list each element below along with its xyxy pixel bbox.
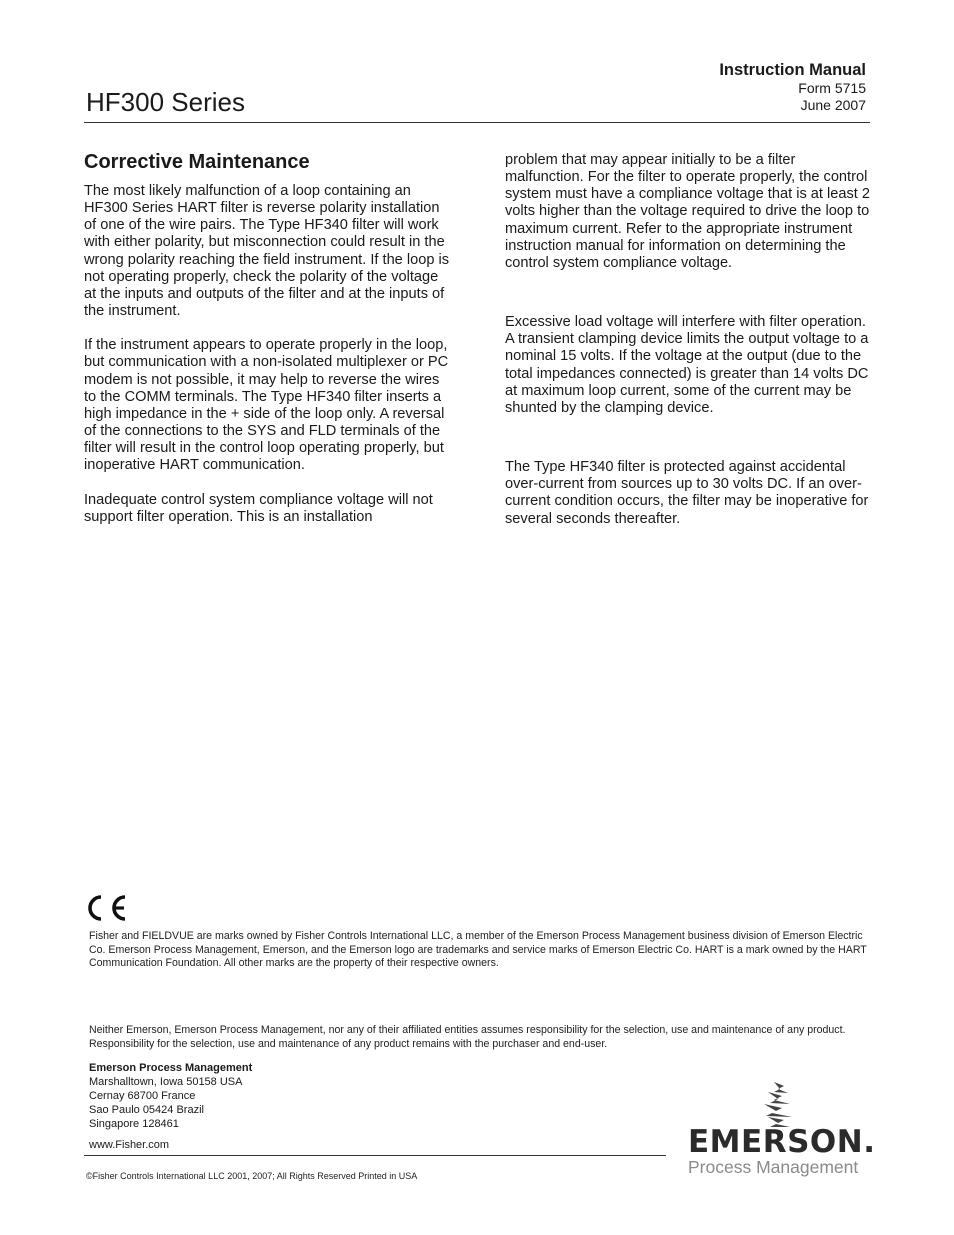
manual-label: Instruction Manual [719,61,866,79]
paragraph: problem that may appear initially to be a filter malfunction. For the filter to operate properly, the control system must have a compliance voltage that is at least 2 volts higher than the voltage required to drive the loop to maximum current. Refer to the appropriate instrument instruction manual for information on determining the control system compliance voltage. [505,152,871,271]
right-column [505,152,873,528]
logo-subtitle: Process Management [688,1157,859,1177]
form-number: Form 5715 [798,80,866,96]
address-line: Singapore 128461 [89,1118,179,1130]
address-line: Marshalltown, Iowa 50158 USA [89,1076,243,1088]
company-name: Emerson Process Management [89,1062,253,1074]
address-line: Sao Paulo 05424 Brazil [89,1104,204,1116]
paragraph: Inadequate control system compliance voltage will not support filter operation. This is an installation [84,491,433,525]
ce-mark-icon [84,894,130,922]
left-column [84,150,454,526]
emerson-logo [688,1080,874,1180]
publish-date: June 2007 [800,97,866,113]
paragraph: The most likely malfunction of a loop containing an HF300 Series HART filter is reverse polarity installation of one of the wire pairs. The Type HF340 filter will work with either polarity, but misconnection could result in the wrong polarity reaching the field instrument. If the loop is not operating properly, check the polarity of the voltage at the inputs and outputs of the filter and at the inputs of the instrument. [84,183,450,320]
paragraph: Excessive load voltage will interfere with filter operation. A transient clamping device limits the output voltage to a nominal 15 volts. If the voltage at the output (due to the total impedances connected) is greater than 14 volts DC at maximum loop current, some of the current may be shunted by the clamping device. [505,314,869,416]
section-heading: Corrective Maintenance [84,151,310,173]
footer-divider [84,1155,666,1156]
logo-wordmark: EMERSON. [688,1124,876,1160]
paragraph: If the instrument appears to operate properly in the loop, but communication with a non-isolated multiplexer or PC modem is not possible, it may help to reverse the wires to the COMM terminals. The Type HF340 filter inserts a high impedance in the + side of the loop only. A reversal of the connections to the SYS and FLD terminals of the filter will result in the control loop operating properly, but inoperative HART communication. [84,337,449,474]
header-divider [84,122,870,123]
trademark-notice: Fisher and FIELDVUE are marks owned by Fisher Controls International LLC, a member of the Emerson Process Management business division of Emerson Electric Co. Emerson Process Management, Emerson, and the Emerson logo are trademarks and service marks of Emerson Electric Co. HART is a mark owned by the HART Communication Foundation. All other marks are the property of their respective owners. [89,930,867,969]
disclaimer: Neither Emerson, Emerson Process Management, nor any of their affiliated entities assumes responsibility for the selection, use and maintenance of any product. Responsibility for the selection, use and maintenance of any product remains with the purchaser and end-user. [89,1024,846,1050]
company-address [89,1061,389,1131]
page-title: HF300 Series [86,87,245,117]
document-meta [719,60,866,114]
paragraph: The Type HF340 filter is protected against accidental over-current from sources up to 30 volts DC. If an over-current condition occurs, the filter may be inoperative for several seconds thereafter. [505,459,869,527]
address-line: Cernay 68700 France [89,1090,196,1102]
emerson-bolt-logo-icon [760,1080,800,1130]
copyright-notice: ©Fisher Controls International LLC 2001, 2007; All Rights Reserved Printed in USA [86,1171,418,1181]
website-link[interactable]: www.Fisher.com [89,1139,170,1151]
